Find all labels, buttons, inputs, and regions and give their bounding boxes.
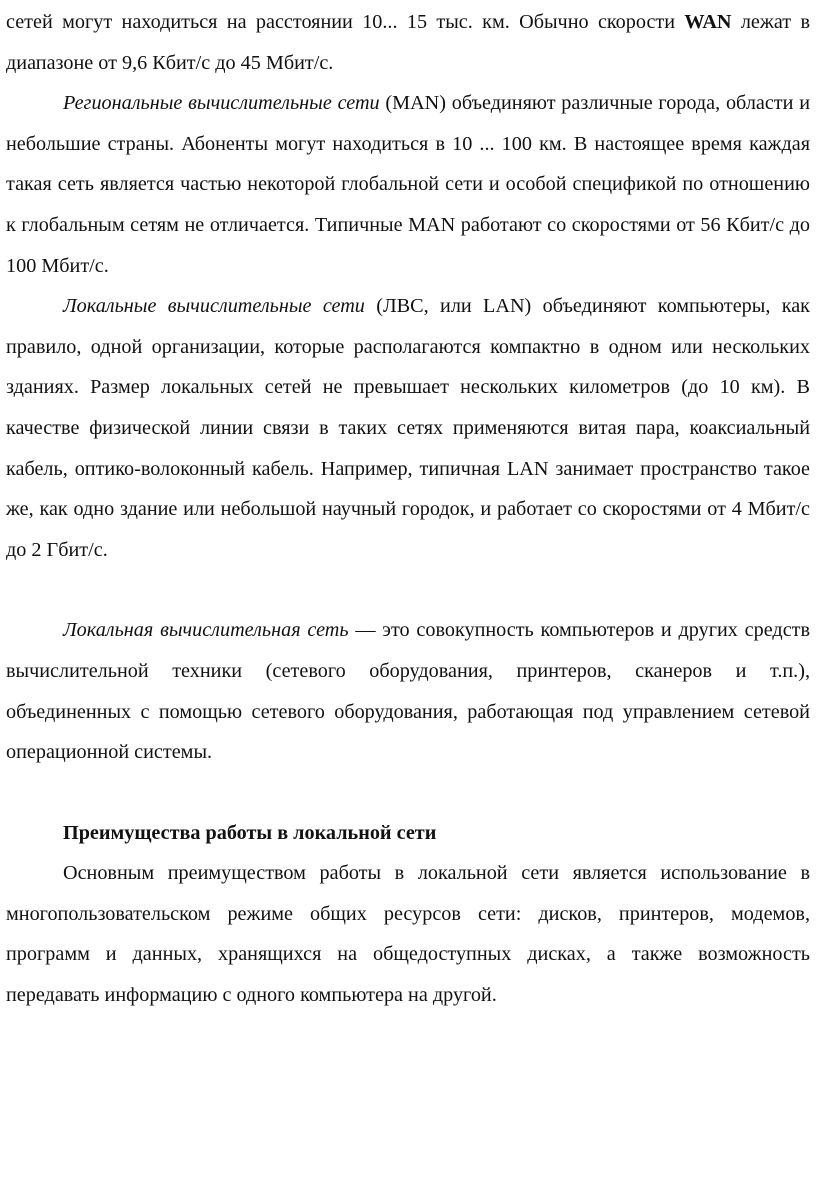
lan-text: (ЛВС, или LAN) объединяют компьютеры, как правило, одной организации, которые располагаются компактно в одном или нескольких зданиях. Размер локальных сетей не превышает нескольких километров (до 10 км). В качестве физической линии связи в таких сетях применяются витая пара, коаксиальный кабель, оптико-волоконный кабель. Например, типичная LAN занимает пространство такое же, как одно здание или небольшой научный городок, и работает со скоростями от 4 Мбит/с до 2 Гбит/с.	[6, 295, 810, 561]
paragraph-advantages	[6, 853, 810, 1015]
man-text: (MAN) объединяют различные города, области и небольшие страны. Абоненты могут находиться в 10 ... 100 км. В настоящее время каждая такая сеть является частью некоторой глобальной сети и особой спецификой по отношению к глобальным сетям не отличается. Типичные MAN работают со скоростями от 56 Кбит/с до 100 Мбит/с.	[6, 92, 811, 277]
man-term: Региональные вычислительные сети	[63, 92, 380, 115]
spacer	[6, 773, 810, 813]
spacer	[6, 570, 810, 610]
wan-text-end: лежат в диапазоне от 9,6 Кбит/с до 45 Мбит/с.	[6, 11, 810, 74]
wan-term: WAN	[684, 11, 732, 33]
lan-term: Локальные вычислительные сети	[63, 295, 365, 318]
lan-definition-text: — это совокупность компьютеров и других средств вычислительной техники (сетевого оборудования, принтеров, сканеров и т.п.), объединенных с помощью сетевого оборудования, работающая под управлением сетевой операционной системы.	[6, 619, 811, 764]
wan-text-start: сетей могут находиться на расстоянии 10... 15 тыс. км. Обычно скорости	[6, 11, 685, 33]
lan-definition-term: Локальная вычислительная сеть	[63, 619, 349, 642]
paragraph-wan-speed	[6, 2, 810, 83]
paragraph-lan-definition	[6, 610, 810, 772]
section-heading: Преимущества работы в локальной сети	[63, 821, 437, 844]
paragraph-lan	[6, 286, 810, 570]
advantages-text: Основным преимуществом работы в локальной сети является использование в многопользовательском режиме общих ресурсов сети: дисков, принтеров, модемов, программ и данных, хранящихся на общедоступных дисках, а также возможность передавать информацию с одного компьютера на другой.	[6, 862, 810, 1007]
paragraph-man	[6, 83, 810, 286]
